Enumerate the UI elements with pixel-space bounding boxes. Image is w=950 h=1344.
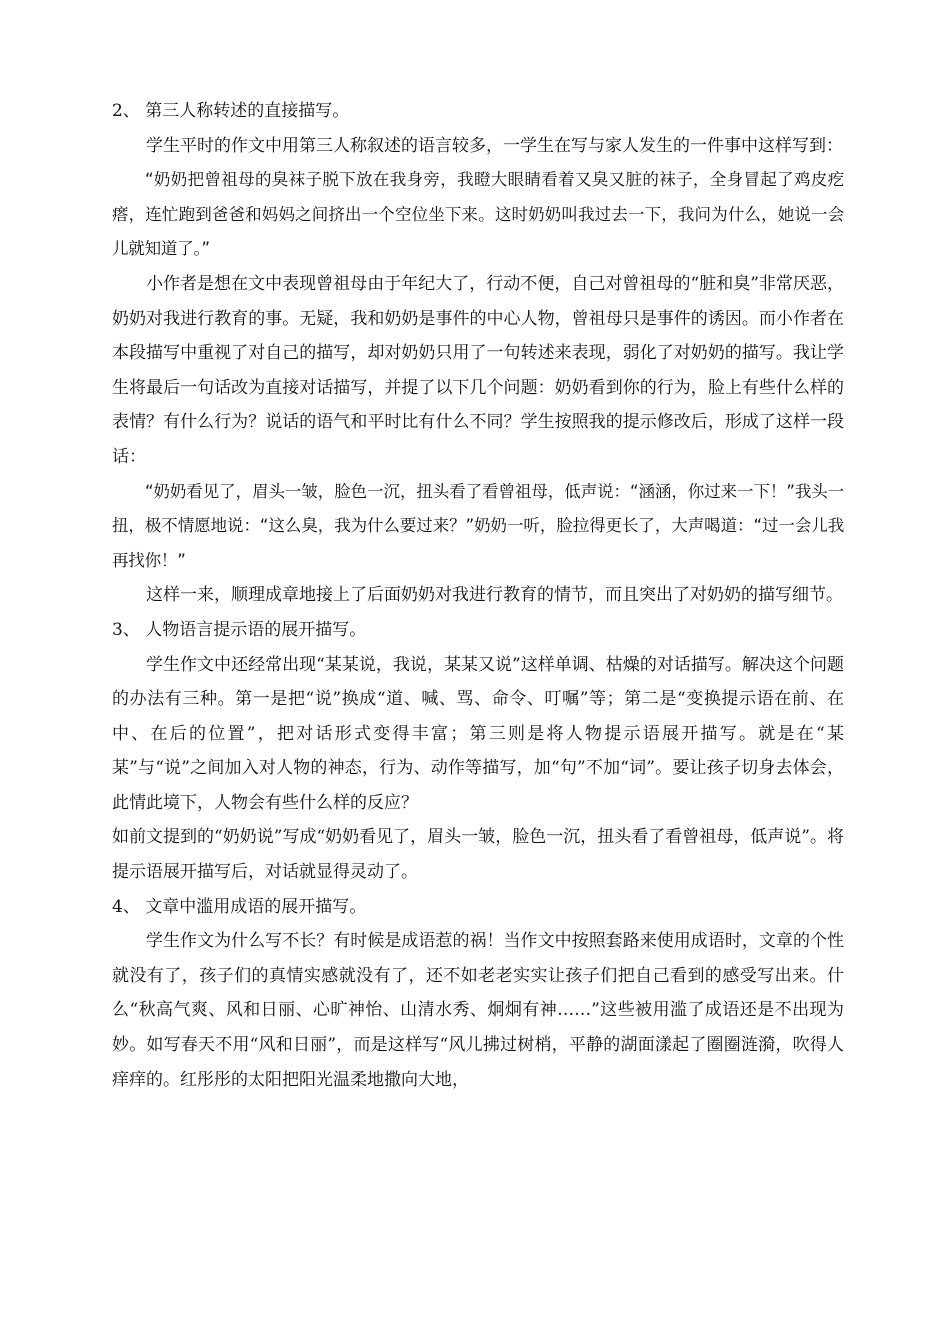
section-heading-3: 3、 人物语言提示语的展开描写。 xyxy=(112,619,367,640)
body-paragraph: 这样一来，顺理成章地接上了后面奶奶对我进行教育的情节，而且突出了对奶奶的描写细节。 xyxy=(146,585,843,606)
document-page xyxy=(112,94,844,1097)
quoted-excerpt: “奶奶看见了，眉头一皱，脸色一沉，扭头看了看曾祖母，低声说：“涵涵，你过来一下！”我头一扭，极不情愿地说：“这么臭，我为什么要过来？”奶奶一听，脸拉得更长了，大声喝道：“过一会儿我再找你！” xyxy=(112,481,844,570)
body-paragraph: 学生平时的作文中用第三人称叙述的语言较多，一学生在写与家人发生的一件事中这样写到： xyxy=(146,135,843,156)
quoted-excerpt: “奶奶把曾祖母的臭袜子脱下放在我身旁，我瞪大眼睛看着又臭又脏的袜子，全身冒起了鸡皮疙瘩，连忙跑到爸爸和妈妈之间挤出一个空位坐下来。这时奶奶叫我过去一下，我问为什么，她说一会儿就知道了。” xyxy=(112,170,844,259)
body-paragraph: 小作者是想在文中表现曾祖母由于年纪大了，行动不便，自己对曾祖母的“脏和臭”非常厌恶，奶奶对我进行教育的事。无疑，我和奶奶是事件的中心人物，曾祖母只是事件的诱因。而小作者在本段描写中重视了对自己的描写，却对奶奶只用了一句转述来表现，弱化了对奶奶的描写。我让学生将最后一句话改为直接对话描写，并提了以下几个问题：奶奶看到你的行为，脸上有些什么样的表情？有什么行为？说话的语气和平时比有什么不同？学生按照我的提示修改后，形成了这样一段话： xyxy=(112,273,844,467)
body-paragraph: 学生作文为什么写不长？有时候是成语惹的祸！当作文中按照套路来使用成语时，文章的个性就没有了，孩子们的真情实感就没有了，还不如老老实实让孩子们把自己看到的感受写出来。什么“秋高气爽、风和日丽、心旷神怡、山清水秀、炯炯有神……”这些被用滥了成语还是不出现为妙。如写春天不用“风和日丽”，而是这样写“风儿拂过树梢，平静的湖面漾起了圈圈涟漪，吹得人痒痒的。红彤彤的太阳把阳光温柔地撒向大地， xyxy=(112,931,844,1090)
body-paragraph: 学生作文中还经常出现“某某说，我说，某某又说”这样单调、枯燥的对话描写。解决这个问题的办法有三种。第一是把“说”换成“道、喊、骂、命令、叮嘱”等；第二是“变换提示语在前、在中、在后的位置”，把对话形式变得丰富；第三则是将人物提示语展开描写。就是在“某某”与“说”之间加入对人物的神态，行为、动作等描写，加“句”不加“词”。要让孩子切身去体会，此情此境下，人物会有些什么样的反应？ xyxy=(112,654,844,813)
section-heading-4: 4、 文章中滥用成语的展开描写。 xyxy=(112,896,367,917)
section-heading-2: 2、 第三人称转述的直接描写。 xyxy=(112,101,350,121)
body-paragraph-unindented: 如前文提到的“奶奶说”写成“奶奶看见了，眉头一皱，脸色一沉，扭头看了看曾祖母，低声说”。将提示语展开描写后，对话就显得灵动了。 xyxy=(112,827,844,883)
